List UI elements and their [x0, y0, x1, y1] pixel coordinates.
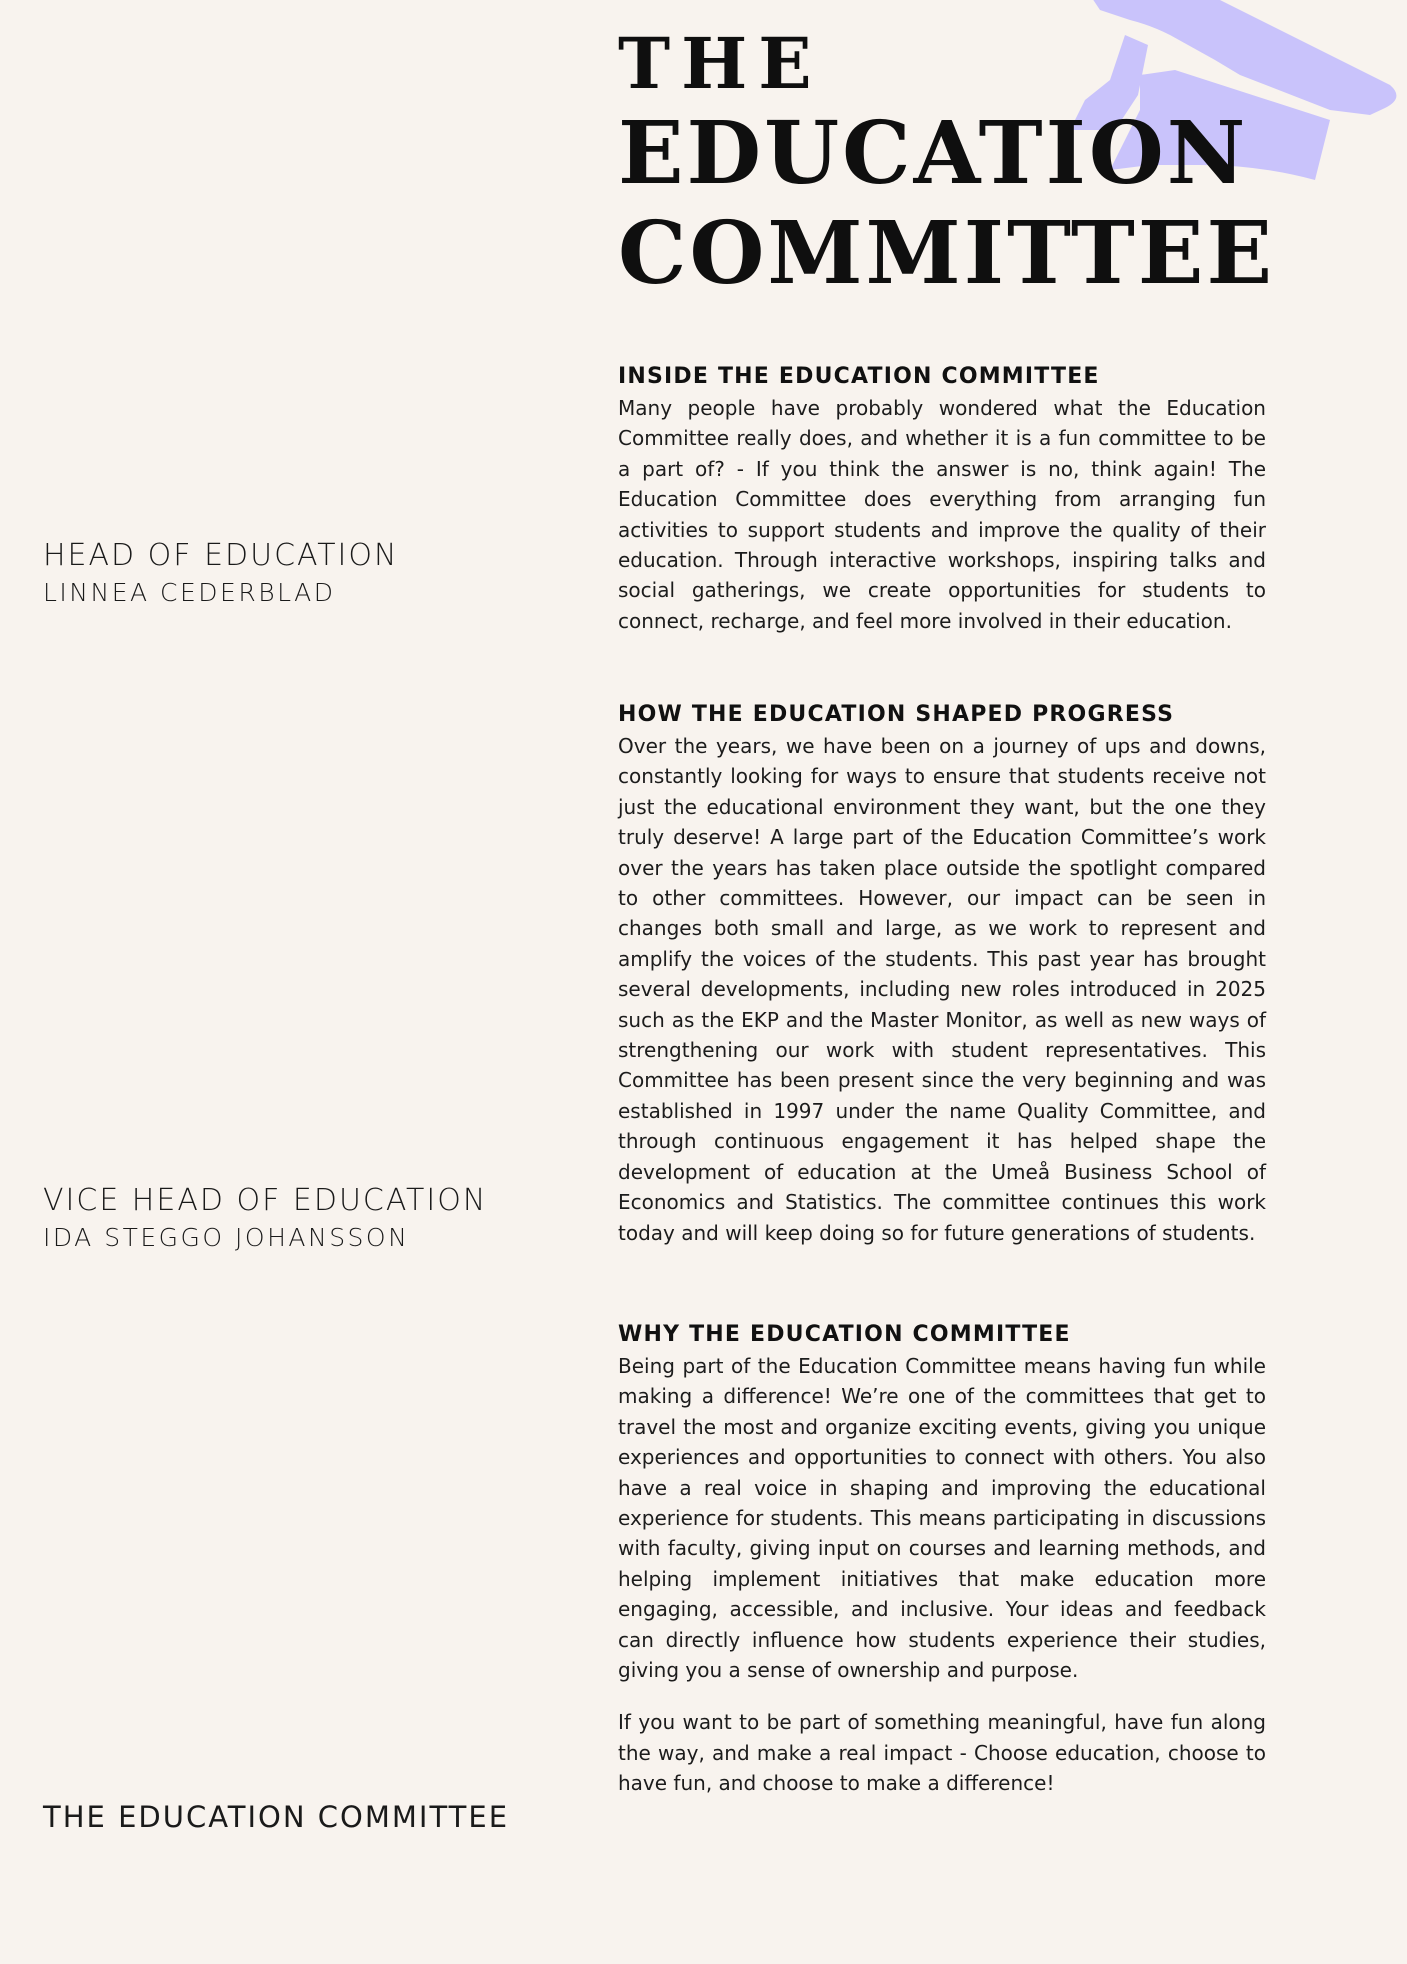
role-vice-head-of-education	[43, 1181, 487, 1255]
section-inside	[618, 364, 1266, 636]
section-heading: HOW THE EDUCATION SHAPED PROGRESS	[618, 702, 1175, 727]
role-title: VICE HEAD OF EDUCATION	[43, 1183, 488, 1218]
title-line-3: COMMITTEE	[618, 203, 1276, 304]
section-heading: INSIDE THE EDUCATION COMMITTEE	[618, 364, 1100, 389]
role-name: LINNEA CEDERBLAD	[43, 578, 336, 607]
section-paragraph: Over the years, we have been on a journey of ups and downs, constantly looking for ways to ensure that students receive not just the educational environment they want, but the one they truly deserve! A large part of the Education Committee’s work over the years has taken place outside the spotlight compared to other committees. However, our impact can be seen in changes both small and large, as we work to represent and amplify the voices of the students. This past year has brought several developments, including new roles introduced in 2025 such as the EKP and the Master Monitor, as well as new ways of strengthening our work with student representatives. This Committee has been present since the very beginning and was established in 1997 under the name Quality Committee, and through continuous engagement it has helped shape the development of education at the Umeå Business School of Economics and Statistics. The committee continues this work today and will keep doing so for future generations of students.	[618, 734, 1266, 1245]
title-line-2: EDUCATION	[618, 103, 1249, 204]
section-progress	[618, 702, 1266, 1248]
section-paragraph: Being part of the Education Committee means having fun while making a difference! We’re one of the committees that get to travel the most and organize exciting events, giving you unique experiences and opportunities to connect with others. You also have a real voice in shaping and improving the educational experience for students. This means participating in discussions with faculty, giving input on courses and learning methods, and helping implement initiatives that make education more engaging, accessible, and inclusive. Your ideas and feedback can directly influence how students experience their studies, giving you a sense of ownership and purpose.	[618, 1354, 1266, 1683]
section-heading: WHY THE EDUCATION COMMITTEE	[618, 1322, 1071, 1347]
role-head-of-education	[43, 536, 398, 610]
title-line-1: THE	[618, 22, 823, 105]
section-paragraph: Many people have probably wondered what the Education Committee really does, and whether it is a fun committee to be a part of? - If you think the answer is no, think again! The Education Committee does everything from arranging fun activities to support students and improve the quality of their education. Through interactive workshops, inspiring talks and social gatherings, we create opportunities for students to connect, recharge, and feel more involved in their education.	[618, 396, 1266, 633]
role-name: IDA STEGGO JOHANSSON	[43, 1223, 410, 1252]
section-paragraph-closing: If you want to be part of something meaningful, have fun along the way, and make a real impact - Choose education, choose to have fun, and choose to make a difference!	[618, 1710, 1266, 1796]
role-title: HEAD OF EDUCATION	[43, 538, 399, 573]
page-title	[618, 22, 1276, 304]
footer-label: THE EDUCATION COMMITTEE	[43, 1800, 510, 1834]
section-why	[618, 1322, 1266, 1799]
